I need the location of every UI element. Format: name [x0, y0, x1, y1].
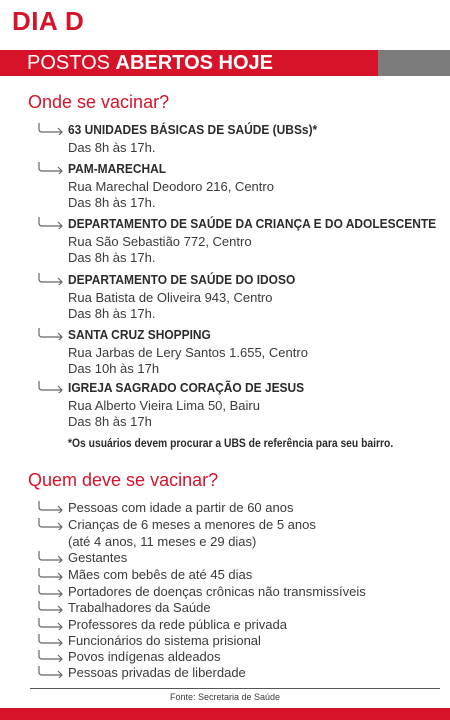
curved-arrow-icon	[38, 618, 64, 630]
curved-arrow-icon	[38, 162, 64, 174]
place-name: 63 UNIDADES BÁSICAS DE SAÚDE (UBSs)*	[68, 122, 318, 137]
banner-text	[27, 52, 273, 74]
list-item-text: (até 4 anos, 11 meses e 29 dias)	[68, 534, 257, 549]
list-item-text: Mães com bebês de até 45 dias	[68, 567, 253, 582]
curved-arrow-icon	[38, 381, 64, 393]
place-hours: Das 10h às 17h	[68, 361, 160, 376]
curved-arrow-icon	[38, 551, 64, 563]
list-item-text: Funcionários do sistema prisional	[68, 633, 261, 648]
source-credit: Fonte: Secretaria de Saúde	[169, 692, 281, 702]
place-hours: Das 8h às 17h.	[68, 306, 156, 321]
place-hours: Das 8h às 17h.	[68, 140, 156, 155]
curved-arrow-icon	[38, 650, 64, 662]
bottom-bar	[0, 708, 450, 720]
list-item-text: Gestantes	[68, 550, 128, 565]
who-heading: Quem deve se vacinar?	[28, 470, 219, 490]
curved-arrow-icon	[38, 518, 64, 530]
list-item-text: Professores da rede pública e privada	[68, 617, 287, 632]
footnote: *Os usuários devem procurar a UBS de referência para seu bairro.	[68, 436, 394, 450]
place-name: DEPARTAMENTO DE SAÚDE DO IDOSO	[68, 272, 296, 287]
banner-text-regular: POSTOS	[27, 52, 116, 74]
curved-arrow-icon	[38, 666, 64, 678]
header-banner	[0, 50, 450, 76]
place-name: DEPARTAMENTO DE SAÚDE DA CRIANÇA E DO ADOLESCENTE	[68, 216, 437, 231]
where-heading: Onde se vacinar?	[28, 92, 170, 112]
place-address: Rua São Sebastião 772, Centro	[68, 234, 252, 249]
page-title: DIA D	[12, 6, 85, 36]
curved-arrow-icon	[38, 601, 64, 613]
place-name: PAM-MARECHAL	[68, 161, 167, 176]
banner-gray-block	[378, 50, 450, 76]
place-address: Rua Batista de Oliveira 943, Centro	[68, 290, 273, 305]
list-item-text: Trabalhadores da Saúde	[68, 600, 211, 615]
curved-arrow-icon	[38, 585, 64, 597]
list-item-text: Pessoas com idade a partir de 60 anos	[68, 500, 294, 515]
curved-arrow-icon	[38, 328, 64, 340]
place-hours: Das 8h às 17h.	[68, 250, 156, 265]
place-address: Rua Alberto Vieira Lima 50, Bairu	[68, 398, 260, 413]
curved-arrow-icon	[38, 123, 64, 135]
place-address: Rua Jarbas de Lery Santos 1.655, Centro	[68, 345, 308, 360]
banner-text-bold: ABERTOS HOJE	[115, 52, 273, 74]
curved-arrow-icon	[38, 217, 64, 229]
place-address: Rua Marechal Deodoro 216, Centro	[68, 179, 274, 194]
curved-arrow-icon	[38, 273, 64, 285]
curved-arrow-icon	[38, 501, 64, 513]
place-name: SANTA CRUZ SHOPPING	[68, 327, 211, 342]
curved-arrow-icon	[38, 568, 64, 580]
curved-arrow-icon	[38, 634, 64, 646]
list-item-text: Crianças de 6 meses a menores de 5 anos	[68, 517, 316, 532]
list-item-text: Povos indígenas aldeados	[68, 649, 221, 664]
place-hours: Das 8h às 17h	[68, 414, 152, 429]
place-hours: Das 8h às 17h.	[68, 195, 156, 210]
list-item-text: Pessoas privadas de liberdade	[68, 665, 246, 680]
place-name: IGREJA SAGRADO CORAÇÃO DE JESUS	[68, 380, 305, 395]
footer-divider	[30, 688, 440, 689]
list-item-text: Portadores de doenças crônicas não transmissíveis	[68, 584, 366, 599]
